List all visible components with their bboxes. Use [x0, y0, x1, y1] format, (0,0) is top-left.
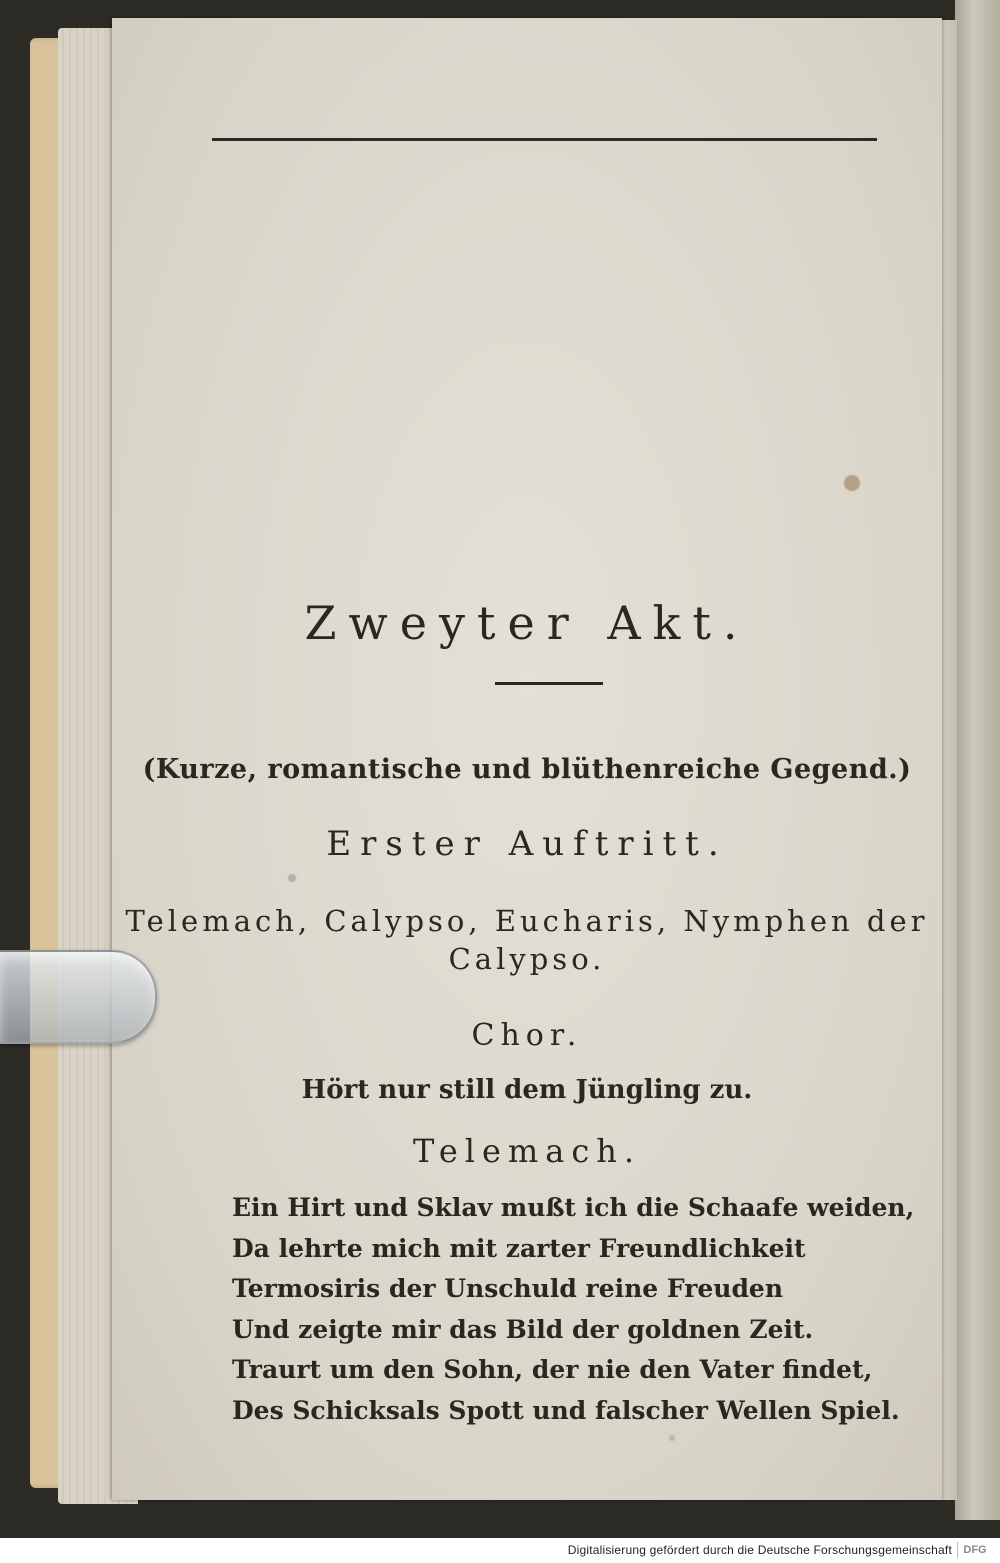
- book-page: [112, 18, 942, 1500]
- title-divider: [495, 682, 603, 685]
- page-holder-clip: [0, 950, 157, 1044]
- stage-direction: (Kurze, romantische und blüthenreiche Gegend.): [142, 754, 912, 785]
- character-list: Telemach, Calypso, Eucharis, Nymphen der Calypso.: [125, 904, 929, 976]
- dfg-logo: DFG: [957, 1542, 992, 1558]
- footer-credit: Digitalisierung gefördert durch die Deutsche Forschungsgemeinschaft: [567, 1543, 952, 1557]
- verse-line: Traurt um den Sohn, der nie den Vater findet,: [232, 1355, 873, 1384]
- header-rule: [212, 138, 877, 141]
- verse-line: Des Schicksals Spott und falscher Wellen Spiel.: [232, 1395, 900, 1425]
- speaker-telemach: Telemach.: [412, 1132, 642, 1170]
- verse-line: Da lehrte mich mit zarter Freundlichkeit: [232, 1233, 806, 1263]
- chorus-line: Hört nur still dem Jüngling zu.: [301, 1075, 753, 1105]
- scene-title: Erster Auftritt.: [326, 824, 728, 864]
- verse-line: Ein Hirt und Sklav mußt ich die Schaafe weiden,: [232, 1193, 915, 1222]
- verse-line: Und zeigte mir das Bild der goldnen Zeit.: [232, 1314, 814, 1344]
- footer-bar: [0, 1538, 1000, 1563]
- verse-line: Termosiris der Unschuld reine Freuden: [232, 1274, 784, 1303]
- facing-page-edge: [955, 0, 1000, 1520]
- act-title: Zweyter Akt.: [304, 596, 750, 650]
- speaker-chorus: Chor.: [471, 1018, 583, 1053]
- verse-block: [232, 1188, 932, 1431]
